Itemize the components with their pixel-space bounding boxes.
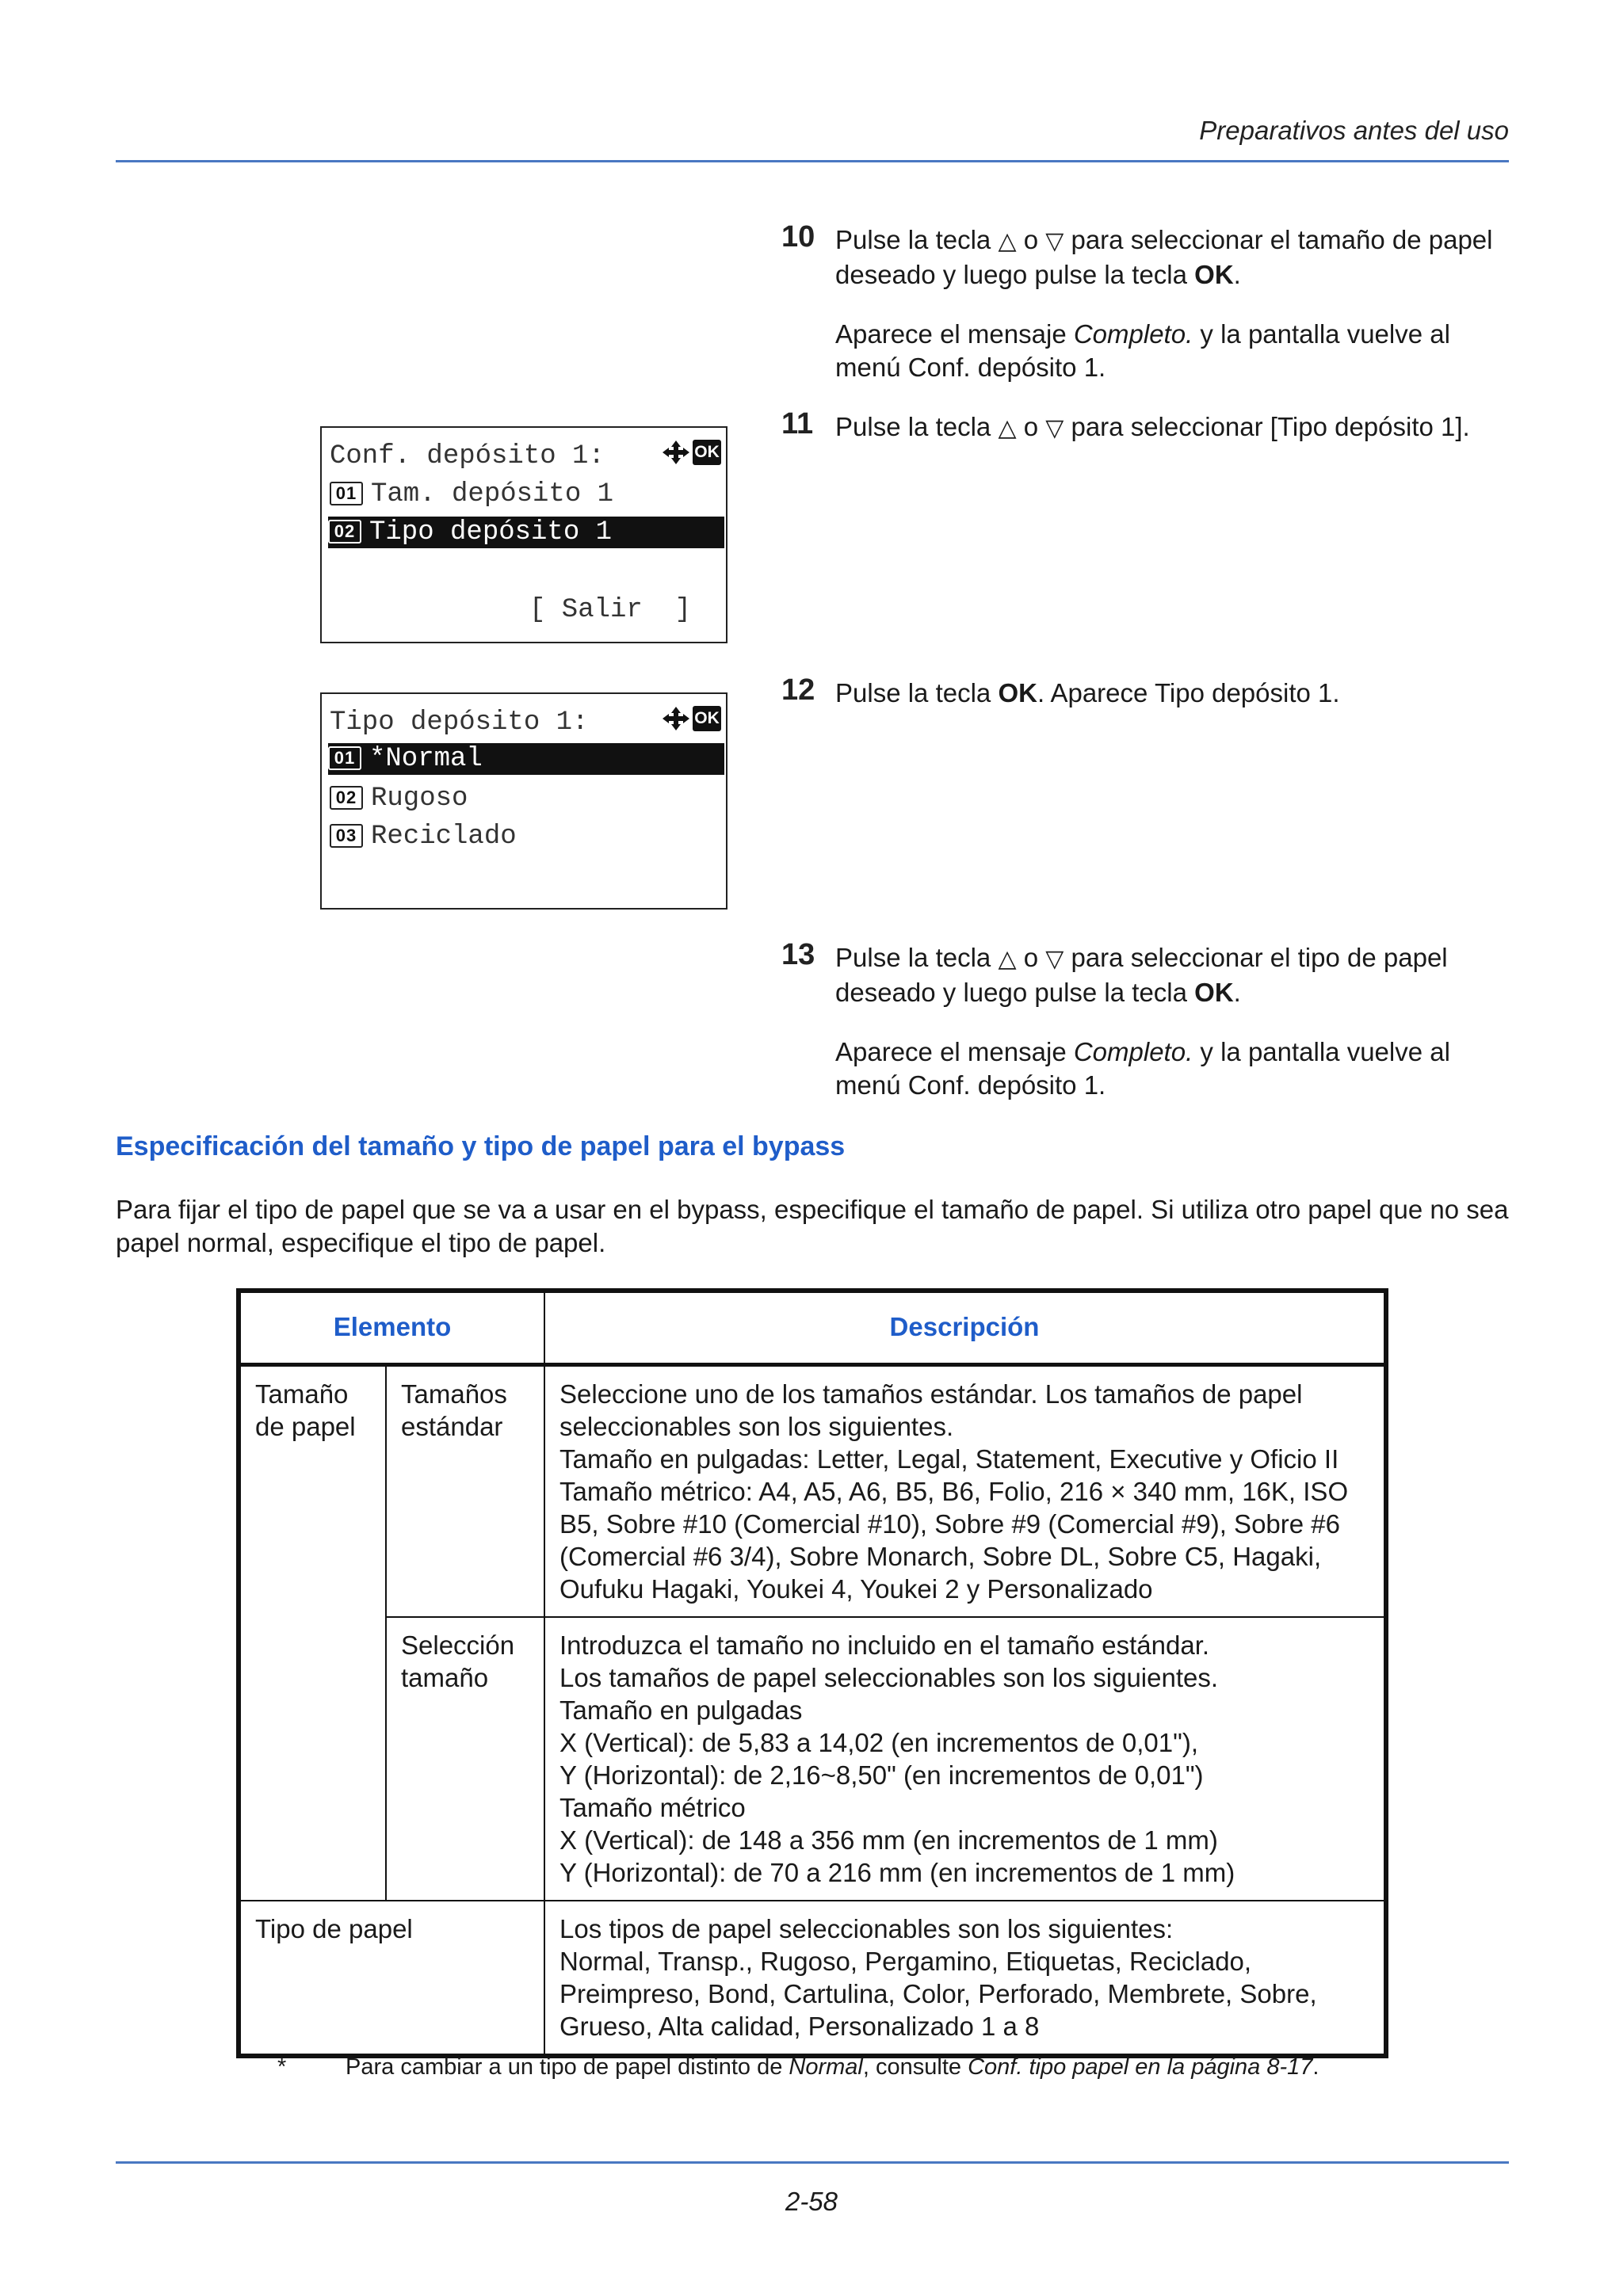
page-number: 2-58 <box>785 2187 838 2216</box>
step-result: Aparece el mensaje Completo. y la pantalla vuelve al menú Conf. depósito 1. <box>835 1037 1450 1100</box>
table-header-row <box>239 1291 1386 1365</box>
lcd-title: Tipo depósito 1: <box>330 707 589 738</box>
row-group-label: Tamaño de papel <box>239 1365 386 1901</box>
column-header-description: Descripción <box>544 1291 1386 1365</box>
down-arrow-icon: ▽ <box>1045 228 1064 254</box>
item-number-icon: 02 <box>328 520 361 543</box>
item-number-icon: 01 <box>328 746 361 770</box>
step-instruction: Pulse la tecla △ o ▽ para seleccionar el tipo de papel deseado y luego pulse la tecla OK. <box>835 943 1448 1007</box>
ok-key-icon: OK <box>693 440 721 465</box>
item-number-icon: 03 <box>330 824 363 848</box>
lcd-nav-ok <box>661 439 721 466</box>
ok-key-icon: OK <box>693 706 721 731</box>
row-sub-label: Selección tamaño <box>386 1617 544 1901</box>
lcd-menu-item: 02 Rugoso <box>330 783 724 814</box>
lcd-title: Conf. depósito 1: <box>330 441 605 471</box>
row-sub-label: Tamaños estándar <box>386 1365 544 1618</box>
lcd-menu-item: 03 Reciclado <box>330 821 724 852</box>
lcd-menu-item-selected: 01 *Normal <box>328 743 724 775</box>
table-row <box>239 1901 1386 2056</box>
step-10 <box>781 220 1510 384</box>
cross-reference-link: Conf. tipo papel en la página 8-17 <box>968 2054 1313 2080</box>
column-header-element: Elemento <box>239 1291 544 1365</box>
lcd-nav-ok <box>661 705 721 732</box>
header-rule <box>116 160 1509 162</box>
up-arrow-icon: △ <box>998 946 1017 972</box>
up-arrow-icon: △ <box>998 228 1017 254</box>
spec-table <box>236 1288 1388 2058</box>
table-row <box>239 1365 1386 1618</box>
step-number: 12 <box>781 673 815 707</box>
down-arrow-icon: ▽ <box>1045 415 1064 441</box>
section-intro: Para fijar el tipo de papel que se va a usar en el bypass, especifique el tamaño de papel. Si utiliza otro papel que no sea papel normal, especifique el tipo de papel. <box>116 1195 1509 1257</box>
row-description: Los tipos de papel seleccionables son los siguientes: Normal, Transp., Rugoso, Pergamino, Etiquetas, Reciclado, Preimpreso, Bond, Cartulina, Color, Perforado, Membrete, Sobre, Grueso, Alta calidad, Personalizado 1 a 8 <box>544 1901 1386 2056</box>
step-11 <box>781 407 1510 445</box>
four-way-arrow-icon <box>661 439 691 466</box>
step-number: 13 <box>781 938 815 971</box>
table-row <box>239 1617 1386 1901</box>
footnote-text: Para cambiar a un tipo de papel distinto de Normal, consulte Conf. tipo papel en la página 8-17. <box>346 2054 1319 2080</box>
step-instruction: Pulse la tecla OK. Aparece Tipo depósito 1. <box>835 678 1340 707</box>
item-number-icon: 02 <box>330 786 363 810</box>
lcd-tipo-deposito <box>320 692 727 910</box>
row-description: Introduzca el tamaño no incluido en el tamaño estándar. Los tamaños de papel seleccionables son los siguientes. Tamaño en pulgadas X (Vertical): de 5,83 a 14,02 (en incrementos de 0,01"), Y (Horizontal): de 2,16~8,50" (en incrementos de 0,01") Tamaño métrico X (Vertical): de 148 a 356 mm (en incrementos de 1 mm) Y (Horizontal): de 70 a 216 mm (en incrementos de 1 mm) <box>544 1617 1386 1901</box>
four-way-arrow-icon <box>661 705 691 732</box>
lcd-conf-deposito <box>320 426 727 643</box>
footnote-marker: * <box>277 2054 287 2080</box>
step-instruction: Pulse la tecla △ o ▽ para seleccionar el tamaño de papel deseado y luego pulse la tecla OK. <box>835 225 1493 289</box>
footer-rule <box>116 2161 1509 2164</box>
item-number-icon: 01 <box>330 482 363 505</box>
down-arrow-icon: ▽ <box>1045 946 1064 972</box>
running-header: Preparativos antes del uso <box>1199 116 1509 145</box>
step-13 <box>781 938 1510 1102</box>
step-number: 11 <box>781 407 814 441</box>
row-label: Tipo de papel <box>239 1901 544 2056</box>
lcd-menu-item-selected: 02 Tipo depósito 1 <box>328 517 724 548</box>
lcd-exit-softkey: [ Salir ] <box>529 595 692 625</box>
step-number: 10 <box>781 220 815 254</box>
step-result: Aparece el mensaje Completo. y la pantalla vuelve al menú Conf. depósito 1. <box>835 319 1450 382</box>
row-description: Seleccione uno de los tamaños estándar. Los tamaños de papel seleccionables son los siguientes. Tamaño en pulgadas: Letter, Legal, Statement, Executive y Oficio II Tamaño métrico: A4, A5, A6, B5, B6, Folio, 216 × 340 mm, 16K, ISO B5, Sobre #10 (Comercial #10), Sobre #9 (Comercial #9), Sobre #6 (Comercial #6 3/4), Sobre Monarch, Sobre DL, Sobre C5, Hagaki, Oufuku Hagaki, Youkei 4, Youkei 2 y Personalizado <box>544 1365 1386 1618</box>
section-title: Especificación del tamaño y tipo de papel para el bypass <box>116 1131 846 1161</box>
step-12 <box>781 673 1510 710</box>
lcd-menu-item: 01 Tam. depósito 1 <box>330 479 724 510</box>
step-instruction: Pulse la tecla △ o ▽ para seleccionar [Tipo depósito 1]. <box>835 412 1470 441</box>
up-arrow-icon: △ <box>998 415 1017 441</box>
footnote <box>277 2052 1387 2082</box>
